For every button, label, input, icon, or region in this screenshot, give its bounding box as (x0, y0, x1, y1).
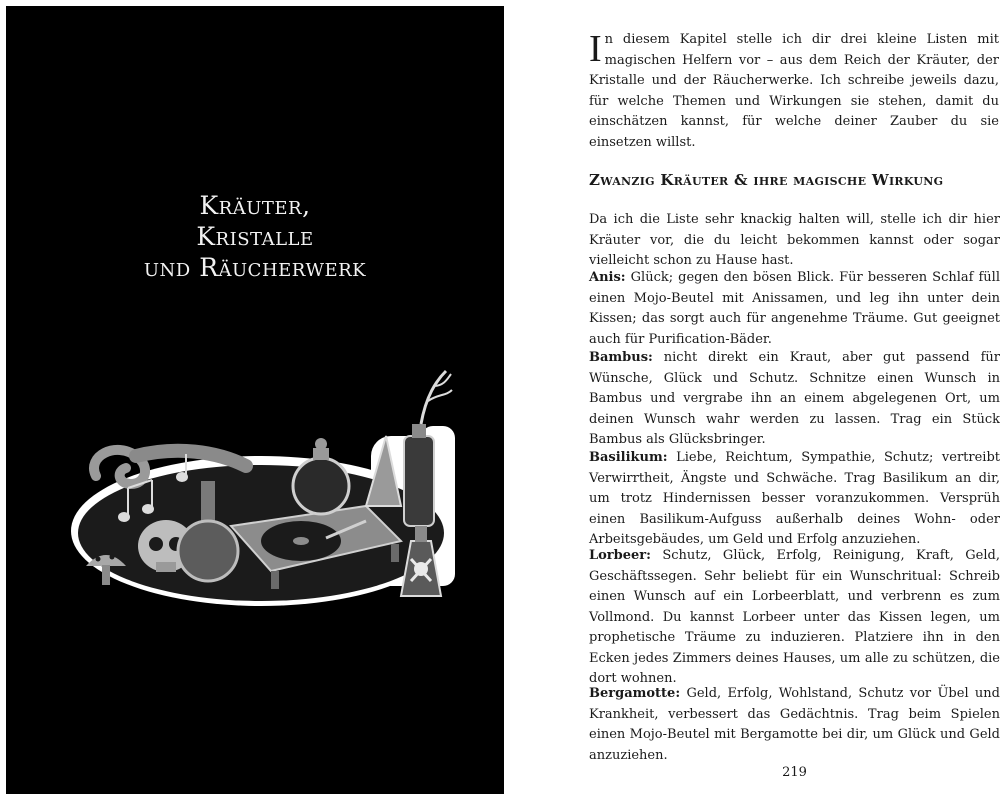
herb-description: Schutz, Glück, Erfolg, Reinigung, Kraft, Geld, Geschäftssegen. Sehr beliebt für ein Wunschritual: Schreib einen Wunsch auf ein Lorbeerblatt, und verbrenn es zum Vollmond. Du kannst Lorbeer unter das Kissen legen, um prophetische Träume zu induzieren. Platziere ihn in den Ecken jedes Zimmers deines Hauses, um alle zu schützen, die dort wohnen. (589, 548, 1000, 686)
herb-term: Lorbeer: (589, 548, 651, 563)
herb-term: Basilikum: (589, 450, 668, 465)
drop-cap: I (589, 28, 602, 70)
page-number: 219 (782, 765, 807, 780)
chapter-title-line-1: Kräuter, (199, 191, 311, 220)
herb-entry-basilikum (589, 448, 1000, 551)
herb-entry-anis (589, 268, 1000, 350)
herb-description: Geld, Erfolg, Wohlstand, Schutz vor Übel und Krankheit, verbessert das Gedächtnis. Trag beim Spielen einen Mojo-Beutel mit Bergamotte bei dir, um Glück und Geld anzuziehen. (589, 686, 1000, 763)
herb-description: Liebe, Reichtum, Sympathie, Schutz; vertreibt Verwirrtheit, Ängste und Schwäche. Trag Basilikum an dir, um trotz Hindernissen besser voranzukommen. Versprüh einen Basilikum-Aufguss außerhalb deines Wohn- oder Arbeitsgebäudes, um Geld und Erfolg anzuziehen. (589, 450, 1000, 547)
section-intro-paragraph: Da ich die Liste sehr knackig halten will, stelle ich dir hier Kräuter vor, die du leicht bekommen kannst oder sogar vielleicht schon zu Hause hast. (589, 212, 1000, 268)
herb-description: nicht direkt ein Kraut, aber gut passend für Wünsche, Glück und Schutz. Schnitze einen Wunsch in Bambus und vergrabe ihn an einem abgelegenen Ort, um deinen Wunsch wahr werden zu lassen. Trag ein Stück Bambus als Glücksbringer. (589, 350, 1000, 447)
chapter-title-page (6, 6, 504, 794)
intro-text: n diesem Kapitel stelle ich dir drei kleine Listen mit magischen Helfern vor – aus dem Reich der Kräuter, der Kristalle und der Räucherwerke. Ich schreibe jeweils dazu, für welche Themen und Wirkungen sie stehen, damit du einschätzen kannst, für welche deiner Zauber du sie einsetzen willst. (589, 32, 999, 150)
herb-description: Glück; gegen den bösen Blick. Für besseren Schlaf füll einen Mojo-Beutel mit Anissamen, und leg ihn unter dein Kissen; das sorgt auch für angenehme Träume. Gut geeignet auch für Purification-Bäder. (589, 270, 1000, 347)
herb-entry-lorbeer (589, 546, 1000, 690)
witchcraft-still-life-illustration (66, 366, 456, 616)
section-heading: Zwanzig Kräuter & ihre magische Wirkung (589, 171, 944, 189)
herb-term: Anis: (589, 270, 626, 285)
chapter-title (6, 190, 504, 283)
text-page (589, 30, 1000, 800)
chapter-title-line-3: und Räucherwerk (143, 253, 367, 282)
chapter-intro-paragraph (589, 30, 999, 153)
chapter-title-line-2: Kristalle (196, 222, 314, 251)
herb-entry-bergamotte (589, 684, 1000, 766)
herb-entry-bambus (589, 348, 1000, 451)
herb-term: Bergamotte: (589, 686, 681, 701)
herb-term: Bambus: (589, 350, 653, 365)
